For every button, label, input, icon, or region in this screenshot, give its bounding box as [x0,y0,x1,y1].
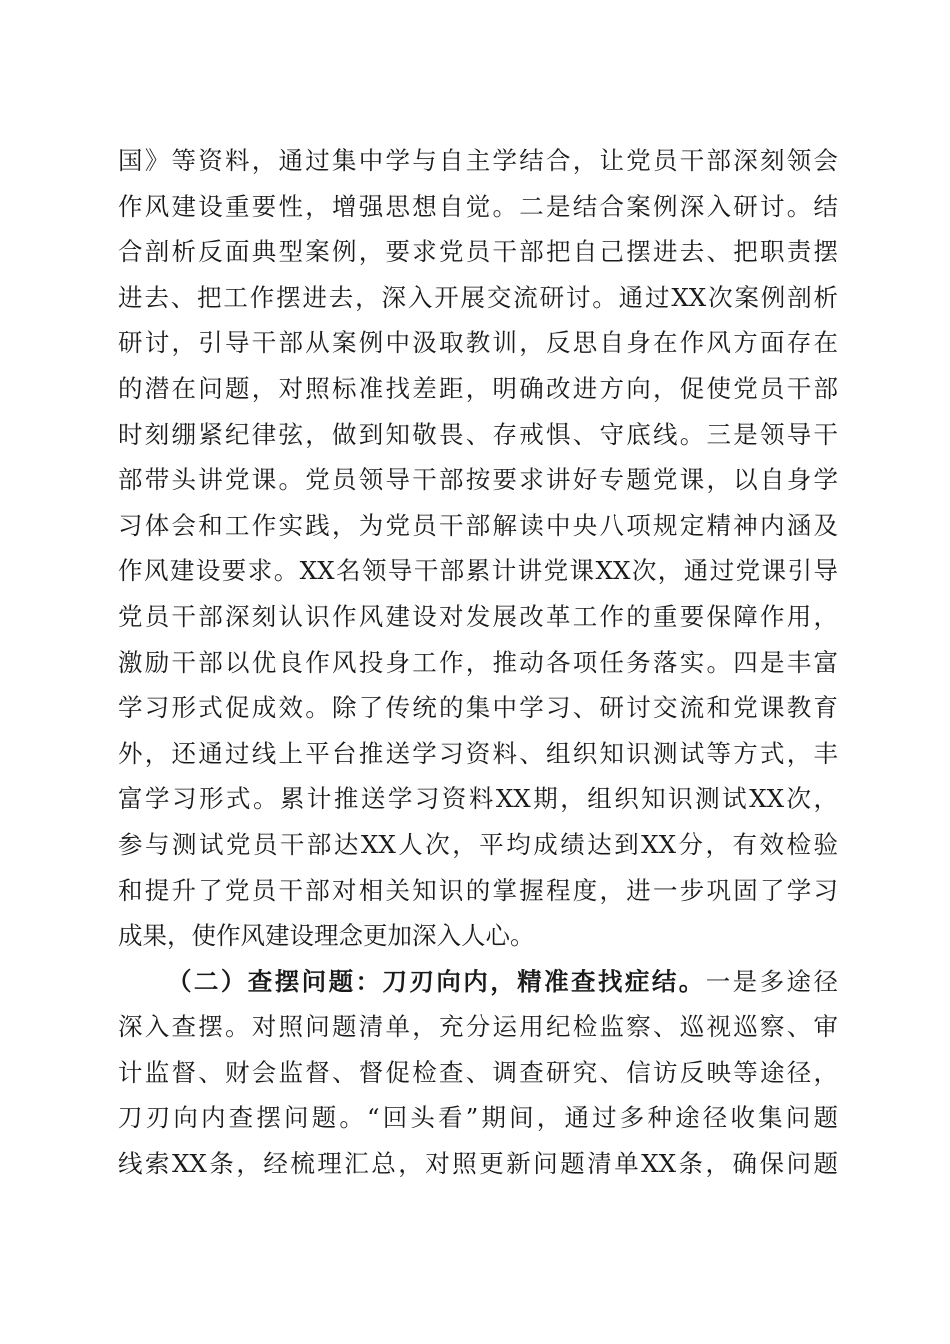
paragraph-line: 成果，使作风建设理念更加深入人心。 [118,921,535,951]
paragraph-line: 计监督、财会监督、督促检查、调查研究、信访反映等途径， [118,1057,838,1087]
paragraph-line: 和提升了党员干部对相关知识的掌握程度，进一步巩固了学习 [118,875,838,905]
paragraph-first-line [118,959,838,1005]
paragraph-run: 一是多途径 [705,966,838,996]
paragraph-line: 习体会和工作实践，为党员干部解读中央八项规定精神内涵及 [118,510,838,540]
paragraph-line: 作风建设重要性，增强思想自觉。二是结合案例深入研讨。结 [118,191,838,221]
paragraph-line: 党员干部深刻认识作风建设对发展改革工作的重要保障作用， [118,601,838,631]
paragraph-study-education [118,138,838,959]
paragraph-line: 激励干部以优良作风投身工作，推动各项任务落实。四是丰富 [118,647,838,677]
paragraph-line: 的潜在问题，对照标准找差距，明确改进方向，促使党员干部 [118,373,838,403]
paragraph-line: 学习形式促成效。除了传统的集中学习、研讨交流和党课教育 [118,693,838,723]
paragraph-line: 富学习形式。累计推送学习资料XX期，组织知识测试XX次， [118,784,838,814]
paragraph-line: 作风建设要求。XX名领导干部累计讲党课XX次，通过党课引导 [118,556,838,586]
paragraph-problem-finding [118,959,838,1187]
paragraph-line: 研讨，引导干部从案例中汲取教训，反思自身在作风方面存在 [118,328,838,358]
paragraph-line: 部带头讲党课。党员领导干部按要求讲好专题党课，以自身学 [118,465,838,495]
paragraph-line: 线索XX条，经梳理汇总，对照更新问题清单XX条，确保问题 [118,1149,838,1179]
paragraph-line: 时刻绷紧纪律弦，做到知敬畏、存戒惧、守底线。三是领导干 [118,419,838,449]
paragraph-line: 合剖析反面典型案例，要求党员干部把自己摆进去、把职责摆 [118,237,838,267]
paragraph-line: 国》等资料，通过集中学与自主学结合，让党员干部深刻领会 [118,146,838,175]
paragraph-line: 深入查摆。对照问题清单，充分运用纪检监察、巡视巡察、审 [118,1012,838,1042]
paragraph-line: 参与测试党员干部达XX人次，平均成绩达到XX分，有效检验 [118,829,838,859]
paragraph-line: 刀刃向内查摆问题。“回头看”期间，通过多种途径收集问题 [118,1103,838,1133]
paragraph-line: 进去、把工作摆进去，深入开展交流研讨。通过XX次案例剖析 [118,282,838,312]
document-body [118,138,838,1187]
section-heading: （二）查摆问题：刀刃向内，精准查找症结。 [167,966,706,996]
paragraph-line: 外，还通过线上平台推送学习资料、组织知识测试等方式，丰 [118,738,838,768]
